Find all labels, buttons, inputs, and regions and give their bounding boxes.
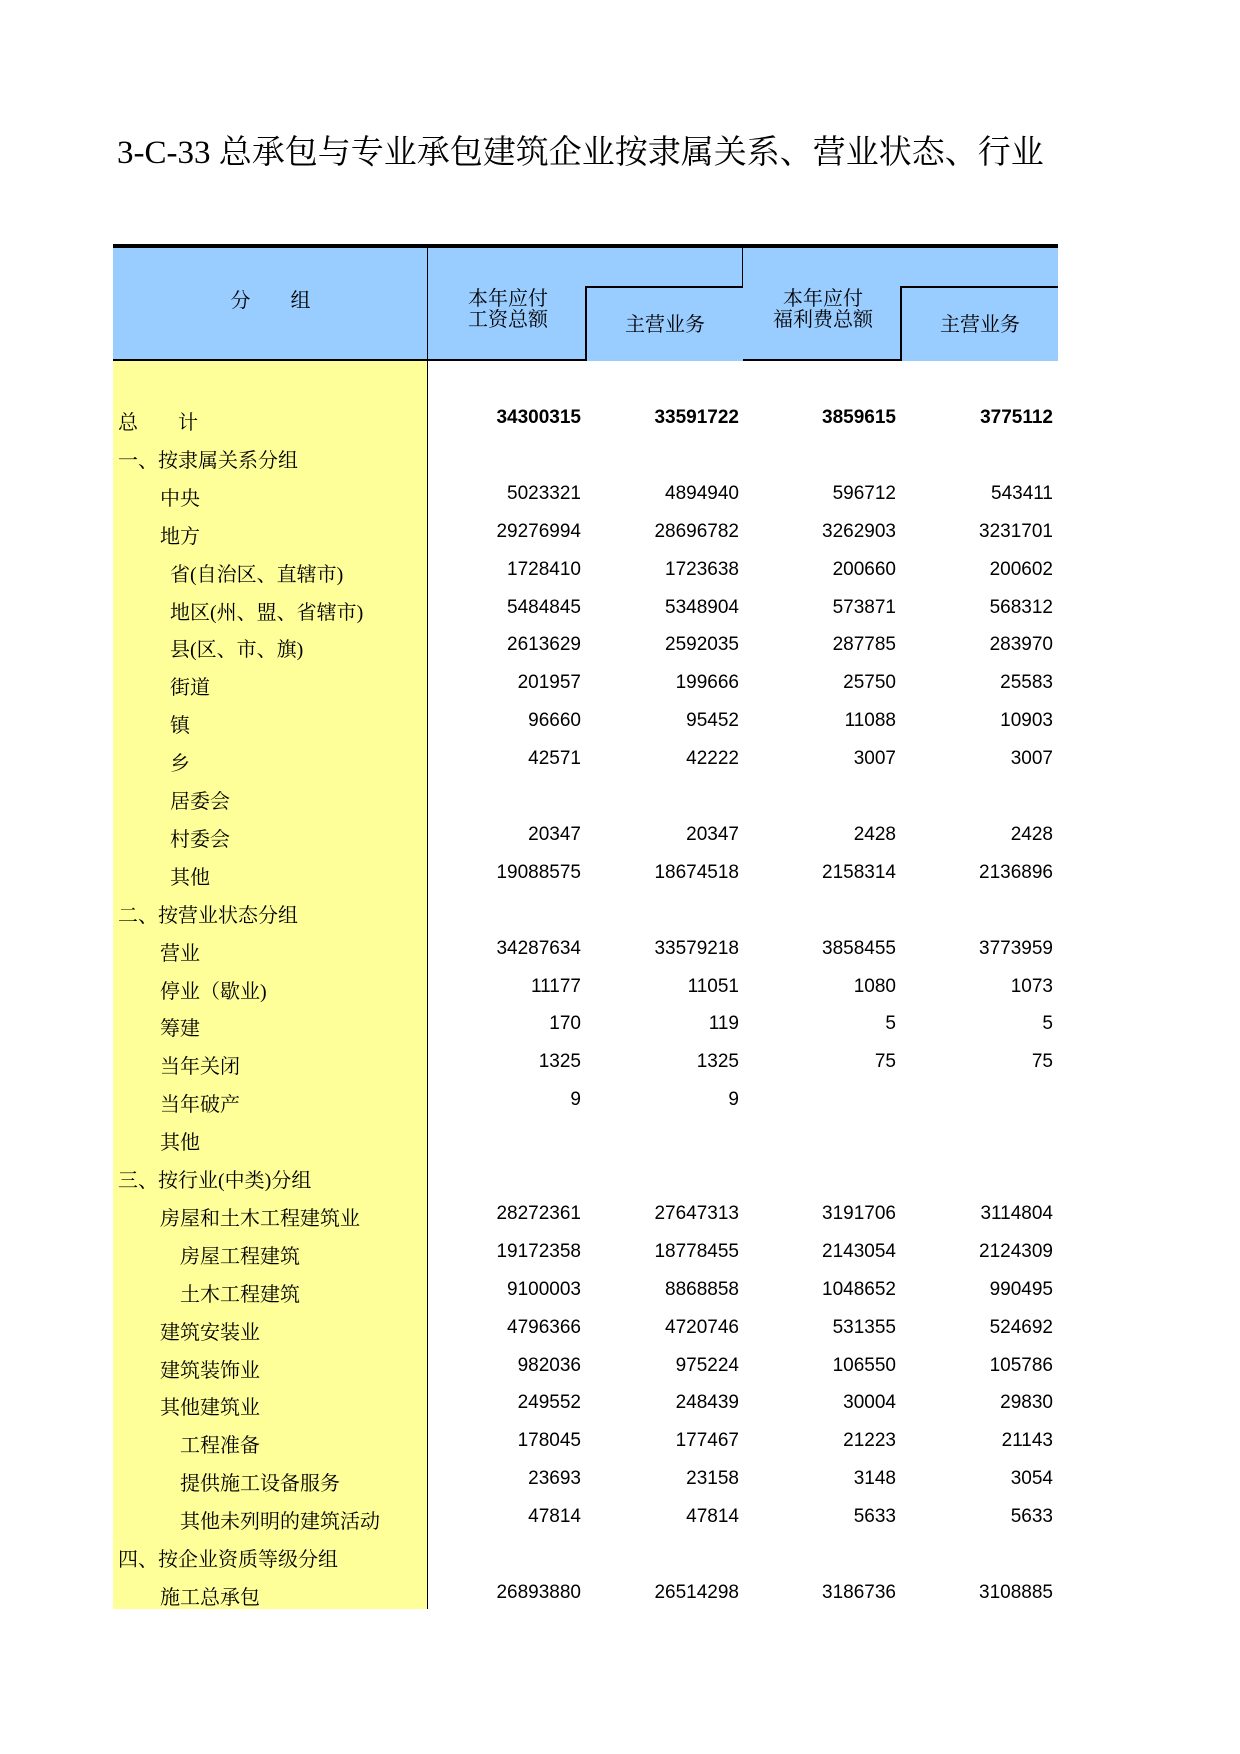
header-welfare-line2: 福利费总额 (773, 309, 873, 331)
cell-value: 3773959 (979, 937, 1053, 959)
cell-value: 75 (874, 1051, 896, 1073)
table-row (113, 1459, 1058, 1497)
row-label: 三、按行业(中类)分组 (118, 1170, 312, 1192)
cell-value: 8868858 (665, 1278, 739, 1300)
cell-value: 5 (885, 1013, 896, 1035)
row-label: 建筑装饰业 (160, 1359, 260, 1382)
cell-value: 23693 (528, 1468, 581, 1490)
cell-value: 18674518 (654, 861, 739, 883)
table-row (113, 1156, 1058, 1194)
cell-value: 5348904 (665, 596, 739, 618)
table-row (113, 701, 1058, 739)
row-label: 施工总承包 (160, 1586, 260, 1609)
cell-value: 5484845 (507, 596, 581, 618)
cell-value: 596712 (832, 482, 896, 504)
cell-value: 3007 (1010, 748, 1053, 770)
cell-value: 21143 (1001, 1430, 1053, 1452)
cell-value: 19088575 (496, 861, 581, 883)
cell-value: 4796366 (507, 1316, 581, 1338)
header-welfare-main-cell (900, 286, 1058, 361)
row-label: 村委会 (170, 828, 230, 851)
cell-value: 2428 (1010, 823, 1053, 845)
cell-value: 1325 (538, 1051, 581, 1073)
table-row (113, 853, 1058, 891)
cell-value: 199666 (675, 672, 739, 694)
cell-value: 2158314 (822, 861, 896, 883)
table-row (113, 891, 1058, 929)
cell-value: 33591722 (654, 407, 739, 428)
cell-value: 47814 (528, 1506, 581, 1528)
table-row (113, 1421, 1058, 1459)
cell-value: 3859615 (822, 407, 896, 428)
cell-value: 3191706 (822, 1202, 896, 1224)
header-welfare-cell (743, 248, 1058, 361)
cell-value: 20347 (686, 823, 739, 845)
table-row (113, 929, 1058, 967)
table-row (113, 1232, 1058, 1270)
header-wages-line1: 本年应付 (468, 288, 548, 310)
row-label: 房屋和土木工程建筑业 (160, 1207, 360, 1230)
row-label: 筹建 (160, 1018, 200, 1041)
row-label: 提供施工设备服务 (180, 1473, 340, 1496)
row-label: 四、按企业资质等级分组 (118, 1549, 338, 1571)
cell-value: 177467 (675, 1430, 739, 1452)
cell-value: 524692 (989, 1316, 1053, 1338)
cell-value: 5633 (853, 1506, 896, 1528)
cell-value: 34287634 (496, 937, 581, 959)
cell-value: 1048652 (822, 1278, 896, 1300)
cell-value: 18778455 (654, 1240, 739, 1262)
cell-value: 26893880 (496, 1581, 581, 1603)
cell-value: 573871 (832, 596, 896, 618)
cell-value: 2143054 (822, 1240, 896, 1262)
cell-value: 34300315 (496, 407, 581, 428)
cell-value: 28696782 (654, 520, 739, 542)
cell-value: 33579218 (654, 937, 739, 959)
cell-value: 10903 (1000, 710, 1053, 732)
cell-value: 200602 (989, 558, 1053, 580)
cell-value: 249552 (517, 1392, 581, 1414)
cell-value: 96660 (528, 710, 581, 732)
cell-value: 11088 (844, 710, 896, 732)
header-group: 分 组 (230, 290, 311, 312)
row-label: 其他建筑业 (160, 1397, 260, 1420)
header-wages-cell (428, 248, 743, 361)
row-label: 街道 (170, 677, 210, 700)
row-label: 当年破产 (160, 1094, 240, 1117)
cell-value: 47814 (686, 1506, 739, 1528)
row-label: 总 计 (118, 412, 198, 434)
cell-value: 201957 (517, 672, 581, 694)
cell-value: 1728410 (507, 558, 581, 580)
header-welfare-line1: 本年应付 (783, 288, 863, 310)
cell-value: 11051 (687, 975, 739, 997)
table-row (113, 663, 1058, 701)
row-label: 地区(州、盟、省辖市) (170, 601, 364, 624)
cell-value: 4720746 (665, 1316, 739, 1338)
row-label: 二、按营业状态分组 (118, 904, 298, 927)
cell-value: 25750 (843, 672, 896, 694)
cell-value: 248439 (675, 1392, 739, 1414)
cell-value: 1080 (853, 975, 896, 997)
cell-value: 200660 (832, 558, 896, 580)
cell-value: 3186736 (822, 1581, 896, 1603)
row-label: 镇 (170, 715, 190, 738)
cell-value: 287785 (832, 634, 896, 656)
cell-value: 42222 (686, 748, 739, 770)
row-label: 建筑安装业 (160, 1321, 260, 1344)
cell-value: 3262903 (822, 520, 896, 542)
cell-value: 5633 (1010, 1506, 1053, 1528)
cell-value: 3108885 (979, 1581, 1053, 1603)
row-label: 县(区、市、旗) (170, 639, 304, 662)
table-row (113, 1573, 1058, 1611)
table-row (113, 739, 1058, 777)
cell-value: 3054 (1010, 1468, 1053, 1490)
cell-value: 2124309 (979, 1240, 1053, 1262)
table-row (113, 1346, 1058, 1384)
table-row (113, 1270, 1058, 1308)
cell-value: 20347 (528, 823, 581, 845)
cell-value: 178045 (517, 1430, 581, 1452)
row-label: 其他 (170, 866, 210, 889)
table-row (113, 1535, 1058, 1573)
cell-value: 531355 (832, 1316, 896, 1338)
row-label: 居委会 (170, 791, 230, 813)
table-row (113, 1080, 1058, 1118)
cell-value: 119 (708, 1013, 739, 1035)
row-label: 其他未列明的建筑活动 (180, 1511, 380, 1534)
row-label: 一、按隶属关系分组 (118, 449, 298, 472)
table-row (113, 550, 1058, 588)
row-label: 中央 (160, 487, 200, 510)
cell-value: 9 (728, 1089, 739, 1111)
cell-value: 4894940 (665, 482, 739, 504)
cell-value: 982036 (517, 1354, 581, 1376)
cell-value: 543411 (991, 482, 1053, 504)
cell-value: 2613629 (507, 634, 581, 656)
header-wages-main-cell (585, 286, 743, 361)
cell-value: 3007 (853, 748, 896, 770)
cell-value: 1073 (1010, 975, 1053, 997)
header-wages-line2: 工资总额 (468, 309, 548, 331)
cell-value: 19172358 (496, 1240, 581, 1262)
table-row (113, 1308, 1058, 1346)
cell-value: 1325 (696, 1051, 739, 1073)
table-row (113, 1004, 1058, 1042)
cell-value: 11177 (530, 975, 581, 997)
table-row (113, 436, 1058, 474)
cell-value: 2136896 (979, 861, 1053, 883)
cell-value: 975224 (675, 1354, 739, 1376)
cell-value: 95452 (686, 710, 739, 732)
cell-value: 2428 (853, 823, 896, 845)
cell-value: 105786 (989, 1354, 1053, 1376)
cell-value: 568312 (989, 596, 1053, 618)
cell-value: 3858455 (822, 937, 896, 959)
page-title: 3-C-33 总承包与专业承包建筑企业按隶属关系、营业状态、行业 (117, 135, 1044, 171)
header-group-cell (113, 248, 428, 361)
cell-value: 3148 (853, 1468, 896, 1490)
table-row (113, 1042, 1058, 1080)
row-label: 土木工程建筑 (180, 1283, 300, 1306)
cell-value: 5023321 (507, 482, 581, 504)
table-row (113, 1118, 1058, 1156)
cell-value: 106550 (832, 1354, 896, 1376)
table-row (113, 512, 1058, 550)
cell-value: 9100003 (507, 1278, 581, 1300)
table-row (113, 398, 1058, 436)
header-welfare-main: 主营业务 (940, 314, 1020, 336)
table-row (113, 777, 1058, 815)
cell-value: 42571 (528, 748, 581, 770)
cell-value: 75 (1031, 1051, 1053, 1073)
cell-value: 23158 (686, 1468, 739, 1490)
table-row (113, 967, 1058, 1005)
cell-value: 170 (549, 1013, 581, 1035)
row-label: 当年关闭 (160, 1056, 240, 1079)
cell-value: 5 (1042, 1013, 1053, 1035)
table-row (113, 1383, 1058, 1421)
cell-value: 9 (570, 1089, 581, 1111)
cell-value: 990495 (989, 1278, 1053, 1300)
row-label: 工程准备 (180, 1435, 260, 1458)
cell-value: 28272361 (496, 1202, 581, 1224)
table-row (113, 1194, 1058, 1232)
cell-value: 29830 (1000, 1392, 1053, 1414)
cell-value: 283970 (989, 634, 1053, 656)
table-row (113, 625, 1058, 663)
cell-value: 26514298 (654, 1581, 739, 1603)
row-label: 地方 (160, 525, 200, 548)
cell-value: 2592035 (665, 634, 739, 656)
cell-value: 30004 (843, 1392, 896, 1414)
table-row (113, 815, 1058, 853)
cell-value: 1723638 (665, 558, 739, 580)
cell-value: 3775112 (980, 407, 1053, 428)
table-row (113, 588, 1058, 626)
row-label: 营业 (160, 942, 200, 965)
cell-value: 25583 (1000, 672, 1053, 694)
row-label: 其他 (160, 1132, 200, 1155)
cell-value: 3114804 (980, 1202, 1053, 1224)
cell-value: 29276994 (496, 520, 581, 542)
table-row (113, 474, 1058, 512)
table-row (113, 1497, 1058, 1535)
row-label: 停业（歇业) (160, 980, 267, 1003)
cell-value: 3231701 (979, 520, 1053, 542)
row-label: 省(自治区、直辖市) (170, 563, 344, 586)
header-wages-main: 主营业务 (625, 314, 705, 336)
cell-value: 27647313 (654, 1202, 739, 1224)
row-label: 房屋工程建筑 (180, 1245, 300, 1268)
row-label: 乡 (170, 753, 190, 776)
cell-value: 21223 (843, 1430, 896, 1452)
